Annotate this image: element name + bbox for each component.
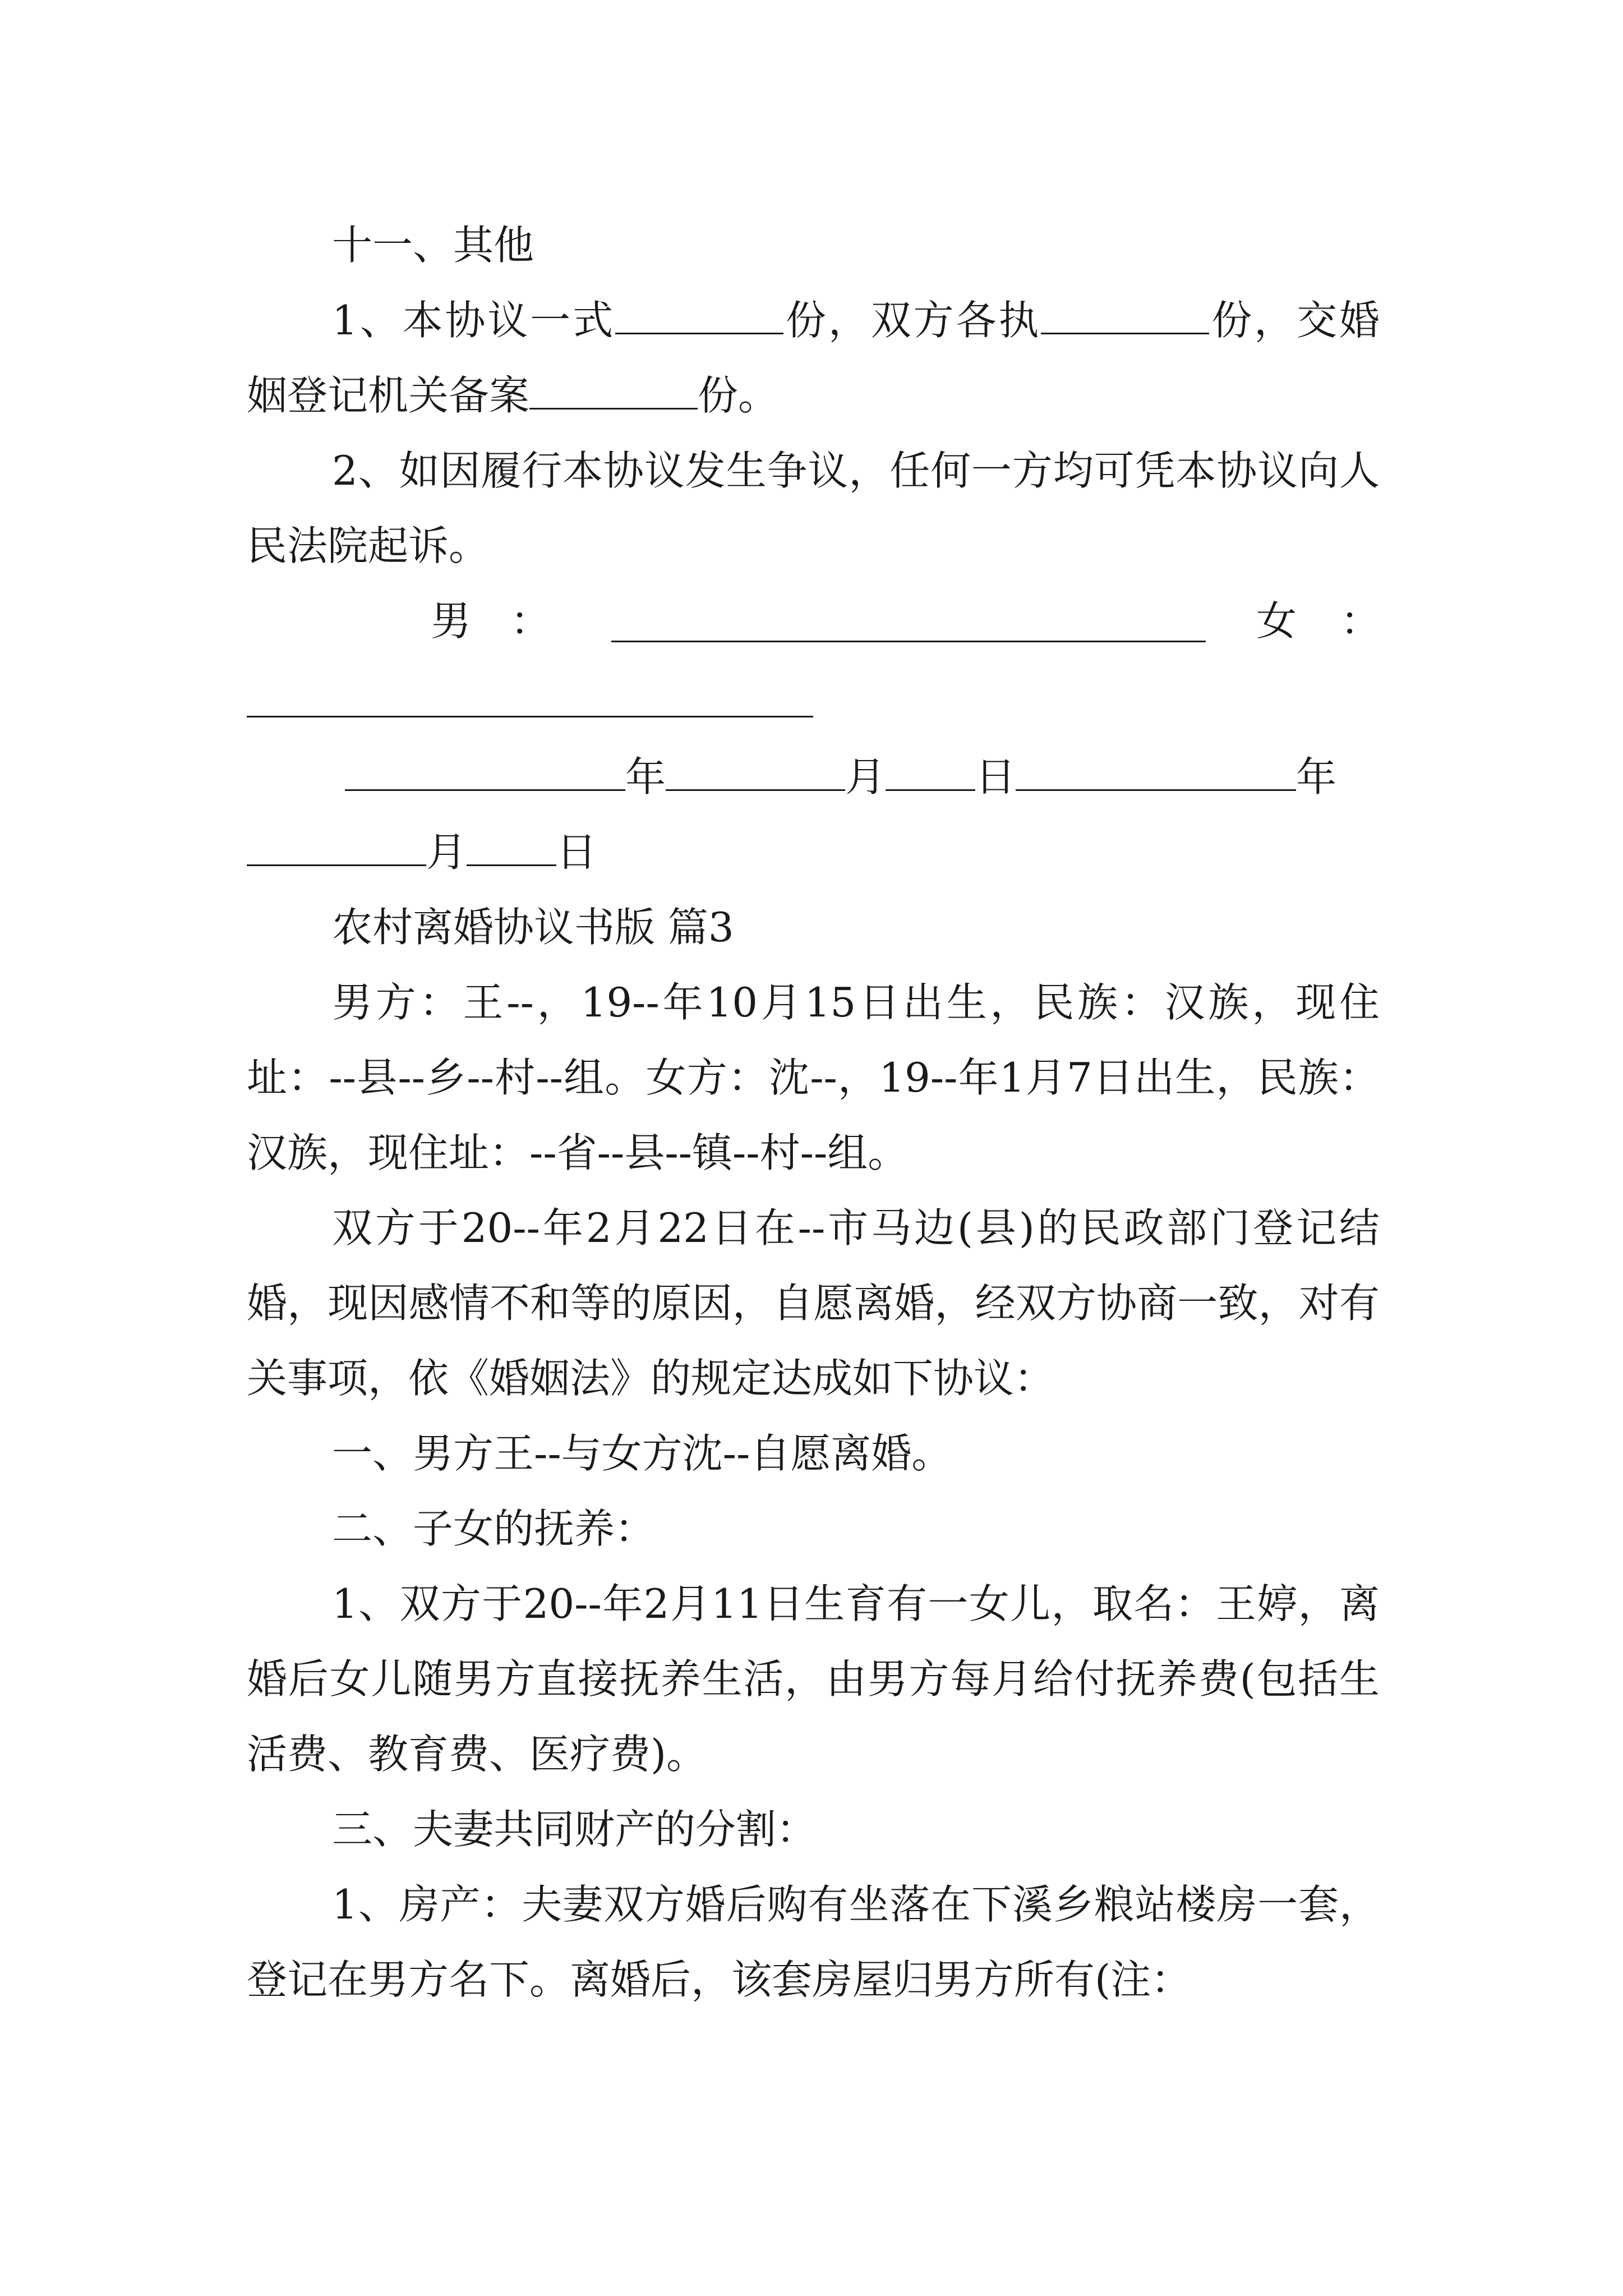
male-day-label: 日 bbox=[975, 753, 1016, 800]
female-label: 女 bbox=[1256, 597, 1297, 645]
date-row-1 bbox=[247, 739, 1380, 815]
female-signature-blank bbox=[247, 681, 813, 717]
article-title: 农村离婚协议书版 篇3 bbox=[332, 904, 734, 951]
background-paragraph: 双方于20--年2月22日在--市马边(县)的民政部门登记结婚，现因感情不和等的原因，自愿离婚，经双方协商一致，对有关事项，依《婚姻法》的规定达成如下协议： bbox=[247, 1204, 1380, 1402]
female-month-label: 月 bbox=[426, 829, 467, 876]
clause-child-heading: 二、子女的抚养： bbox=[332, 1505, 656, 1552]
female-year-label: 年 bbox=[1296, 753, 1337, 800]
male-month-blank bbox=[666, 754, 845, 791]
copies-total-blank bbox=[615, 298, 783, 334]
female-day-blank bbox=[467, 830, 556, 866]
copies-text-b: 份，双方各执 bbox=[783, 297, 1041, 344]
female-month-blank bbox=[247, 830, 426, 866]
copies-text-c: 份，交婚姻登记机关备案 bbox=[247, 297, 1380, 419]
parties-paragraph: 男方：王--，19--年10月15日出生，民族：汉族，现住址：--县--乡--村--组。女方：沈--，19--年1月7日出生，民族：汉族，现住址：--省--县--镇--村--组。 bbox=[247, 979, 1380, 1176]
male-day-blank bbox=[886, 754, 975, 791]
female-signature-row bbox=[247, 659, 1380, 734]
copies-text-d: 份。 bbox=[698, 372, 779, 419]
female-year-blank bbox=[1016, 754, 1296, 791]
dispute-clause: 2、如因履行本协议发生争议，任何一方均可凭本协议向人民法院起诉。 bbox=[247, 447, 1380, 569]
male-label: 男 bbox=[431, 597, 472, 645]
male-year-label: 年 bbox=[625, 753, 666, 800]
copies-filing-blank bbox=[529, 373, 698, 409]
document-body bbox=[247, 208, 1380, 2017]
section-heading-other: 十一、其他 bbox=[332, 222, 534, 269]
male-colon: ： bbox=[510, 597, 551, 645]
signature-row bbox=[247, 583, 1380, 659]
clause-property-item1: 1、房产：夫妻双方婚后购有坐落在下溪乡粮站楼房一套，登记在男方名下。离婚后，该套房屋归男方所有(注： bbox=[247, 1881, 1380, 2003]
male-signature-blank bbox=[611, 606, 1206, 642]
male-year-blank bbox=[345, 754, 625, 791]
female-day-label: 日 bbox=[556, 829, 597, 876]
date-row-2 bbox=[247, 815, 1380, 890]
copies-text-a: 1、本协议一式 bbox=[332, 297, 616, 344]
clause-divorce: 一、男方王--与女方沈--自愿离婚。 bbox=[332, 1430, 952, 1477]
clause-child-item1: 1、双方于20--年2月11日生育有一女儿，取名：王婷，离婚后女儿随男方直接抚养生活，由男方每月给付抚养费(包括生活费、教育费、医疗费)。 bbox=[247, 1580, 1380, 1778]
copies-each-blank bbox=[1041, 298, 1209, 334]
male-month-label: 月 bbox=[845, 753, 886, 800]
female-colon: ： bbox=[1340, 597, 1381, 645]
copies-clause bbox=[247, 283, 1380, 433]
clause-property-heading: 三、夫妻共同财产的分割： bbox=[332, 1806, 817, 1853]
